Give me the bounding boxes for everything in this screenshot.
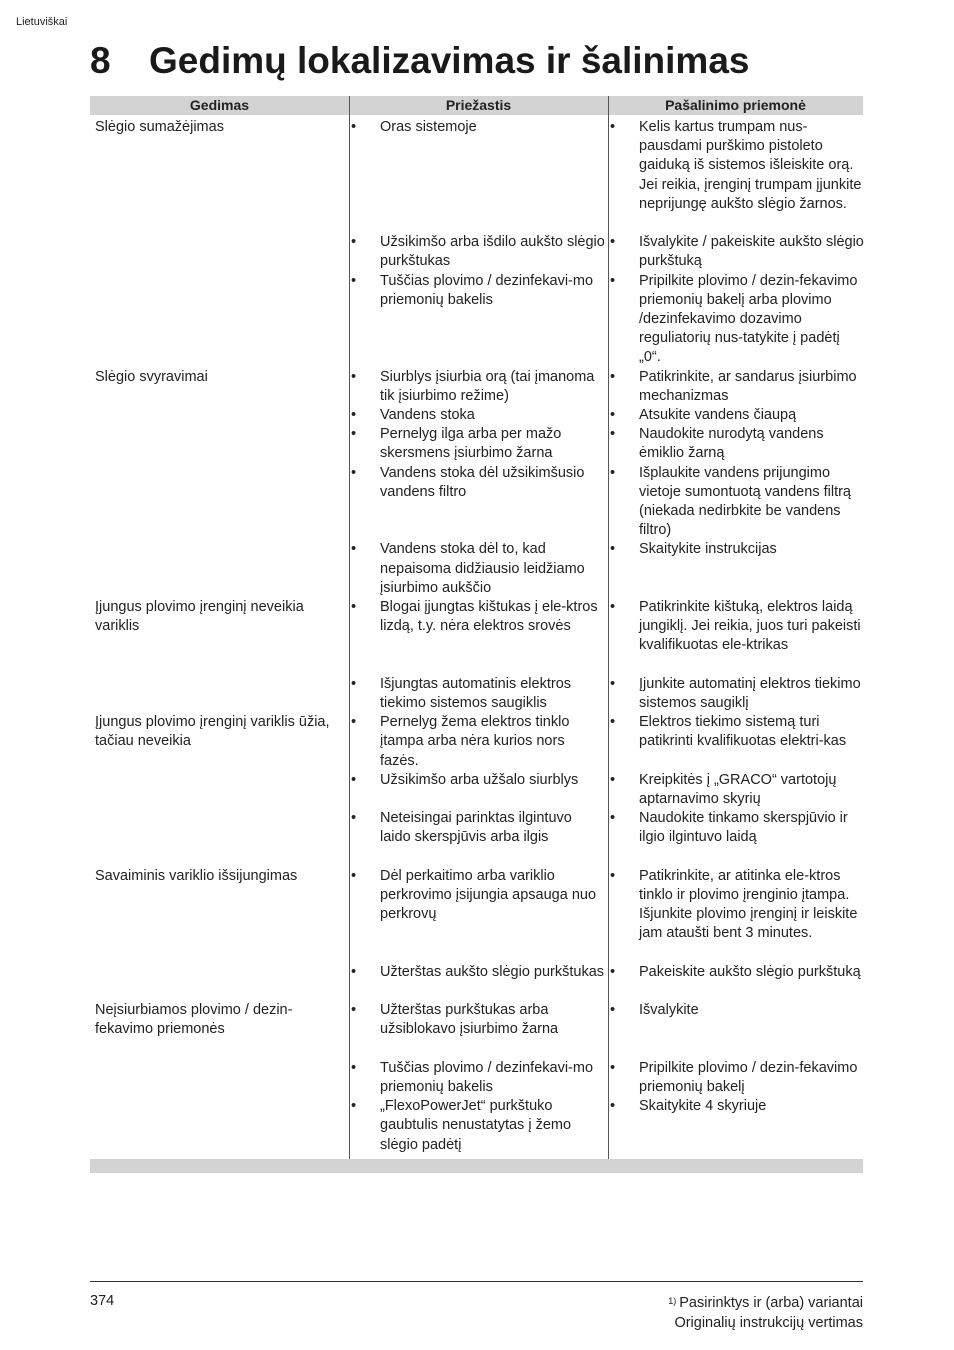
cause-item-text: Tuščias plovimo / dezinfekavi-mo priemonių bakelis [380,1059,594,1095]
remedy-item-text: Išvalykite [639,1002,699,1019]
bullet-icon: • [610,1059,616,1076]
cause-item-text: Pernelyg ilga arba per mažo skersmens įsiurbimo žarna [380,426,562,462]
remedy-item-text: Pripilkite plovimo / dezin-fekavimo priemonių bakelį [639,1059,858,1095]
bullet-icon: • [351,771,357,788]
cause-item-text: Išjungtas automatinis elektros tiekimo sistemos saugiklis [380,675,572,711]
cause-item-text: Vandens stoka dėl to, kad nepaisoma didžiausio leidžiamo įsiurbimo aukščio [380,541,585,596]
remedy-item-text: Kelis kartus trumpam nus-pausdami purškimo pistoleto gaiduką iš sistemos išleiskite orą. Jei reikia, įrenginį trumpam įjunkite neprijungę aukšto slėgio žarnos. [639,119,862,212]
bullet-icon: • [610,963,616,980]
table-header-row [90,96,863,115]
column-header-remedy: Pašalinimo priemonė [665,97,806,113]
bullet-icon: • [351,368,357,385]
cause-item-text: Vandens stoka [380,407,475,423]
footnote-marker: 1) [668,1296,677,1306]
cause-item-text: Oras sistemoje [380,119,477,135]
remedy-item-text: Kreipkitės į „GRACO“ vartotojų aptarnavimo skyrių [639,771,837,807]
column-header-fault: Gedimas [189,97,250,113]
bullet-icon: • [351,599,357,615]
bullet-icon: • [610,714,616,731]
bullet-icon: • [610,272,616,289]
column-divider [349,96,350,1159]
table-footer-bar [90,1159,863,1173]
bullet-icon: • [351,119,357,135]
fault-cell: Įjungus plovimo įrenginį variklis ūžia, tačiau neveikia [95,714,330,750]
bullet-icon: • [351,1059,357,1076]
cause-item-text: „FlexoPowerJet“ purkštuko gaubtulis nenustatytas į žemo slėgio padėtį [380,1098,572,1153]
bullet-icon: • [351,1002,357,1019]
footer-rule [90,1281,863,1282]
cause-item-text: Užterštas aukšto slėgio purkštukas [380,963,605,980]
bullet-icon: • [610,771,616,788]
remedy-item-text: Išvalykite / pakeiskite aukšto slėgio purkštuką [639,234,864,270]
fault-cell: Slėgio svyravimai [95,368,208,385]
bullet-icon: • [351,867,357,884]
footnote-text: Pasirinktys ir (arba) variantai [679,1295,863,1311]
language-label: Lietuviškai [16,16,68,28]
cause-item-text: Užsikimšo arba užšalo siurblys [380,771,579,788]
bullet-icon: • [351,272,357,289]
footnote [668,1293,863,1313]
cause-item-text: Neteisingai parinktas ilgintuvo laido skerspjūvis arba ilgis [380,810,572,846]
bullet-icon: • [610,426,616,443]
remedy-item-text: Skaitykite instrukcijas [639,541,777,558]
troubleshooting-table [90,96,863,1173]
remedy-item-text: Išplaukite vandens prijungimo vietoje sumontuotą vandens filtrą (niekada nedirbkite be vandens filtro) [639,464,851,539]
bullet-icon: • [351,714,357,731]
bullet-icon: • [351,810,357,827]
section-title: Gedimų lokalizavimas ir šalinimas [149,40,750,81]
remedy-item-text: Naudokite tinkamo skerspjūvio ir ilgio ilgintuvo laidą [639,810,848,846]
cause-item-text: Blogai įjungtas kištukas į ele-ktros lizdą, t.y. nėra elektros srovės [380,599,598,635]
bullet-icon: • [610,407,616,423]
bullet-icon: • [610,541,616,558]
cause-item-text: Siurblys įsiurbia orą (tai įmanoma tik įsiurbimo režime) [380,368,595,404]
bullet-icon: • [610,234,616,251]
fault-cell: Įjungus plovimo įrenginį neveikia variklis [95,599,304,635]
bullet-icon: • [351,963,357,980]
remedy-item-text: Atsukite vandens čiaupą [639,407,797,423]
bullet-icon: • [351,426,357,443]
bullet-icon: • [610,810,616,827]
cause-item-text: Tuščias plovimo / dezinfekavi-mo priemonių bakelis [380,272,594,308]
section-number: 8 [90,40,111,81]
remedy-item-text: Pakeiskite aukšto slėgio purkštuką [639,963,861,980]
bullet-icon: • [610,675,616,692]
remedy-item-text: Naudokite nurodytą vandens ėmiklio žarną [639,426,824,462]
bullet-icon: • [610,368,616,385]
cause-item-text: Vandens stoka dėl užsikimšusio vandens filtro [380,464,585,500]
remedy-item-text: Patikrinkite kištuką, elektros laidą jungiklį. Jei reikia, juos turi pakeisti kvalifikuotas ele-ktrikas [639,599,861,654]
remedy-item-text: Įjunkite automatinį elektros tiekimo sistemos saugiklį [639,675,861,711]
bullet-icon: • [351,541,357,558]
bullet-icon: • [351,675,357,692]
fault-cell: Savaiminis variklio išsijungimas [95,867,298,884]
section-heading [90,40,750,82]
column-divider [608,96,609,1159]
table-body [90,115,863,1159]
remedy-item-text: Pripilkite plovimo / dezin-fekavimo priemonių bakelį arba plovimo /dezinfekavimo dozavimo reguliatorių nus-tatykite į padėtį „0“. [639,272,858,366]
remedy-item-text: Patikrinkite, ar atitinka ele-ktros tinklo ir plovimo įrenginio įtampa. Išjunkite plovimo įrenginį ir leiskite jam ataušti bent 3 minutes. [639,867,858,942]
bullet-icon: • [610,1002,616,1019]
cause-item-text: Užsikimšo arba išdilo aukšto slėgio purkštukas [380,234,605,270]
remedy-item-text: Elektros tiekimo sistemą turi patikrinti kvalifikuotas elektri-kas [639,714,847,750]
column-header-cause: Priežastis [445,97,512,113]
bullet-icon: • [610,599,616,615]
bullet-icon: • [610,1098,616,1115]
footer-notes [668,1293,863,1333]
bullet-icon: • [610,867,616,884]
fault-cell: Slėgio sumažėjimas [95,119,224,135]
bullet-icon: • [351,1098,357,1115]
bullet-icon: • [351,234,357,251]
bullet-icon: • [610,119,616,135]
cause-item-text: Pernelyg žema elektros tinklo įtampa arba nėra kurios nors fazės. [380,714,570,769]
translation-note: Originalių instrukcijų vertimas [674,1315,863,1331]
remedy-item-text: Patikrinkite, ar sandarus įsiurbimo mechanizmas [639,368,857,404]
bullet-icon: • [610,464,616,481]
bullet-icon: • [351,407,357,423]
cause-item-text: Užterštas purkštukas arba užsiblokavo įsiurbimo žarna [380,1002,559,1038]
remedy-item-text: Skaitykite 4 skyriuje [639,1098,767,1115]
fault-cell: Neįsiurbiamos plovimo / dezin-fekavimo priemonės [95,1002,293,1038]
cause-item-text: Dėl perkaitimo arba variklio perkrovimo įsijungia apsauga nuo perkrovų [380,867,597,923]
page-number: 374 [90,1293,115,1309]
bullet-icon: • [351,464,357,481]
